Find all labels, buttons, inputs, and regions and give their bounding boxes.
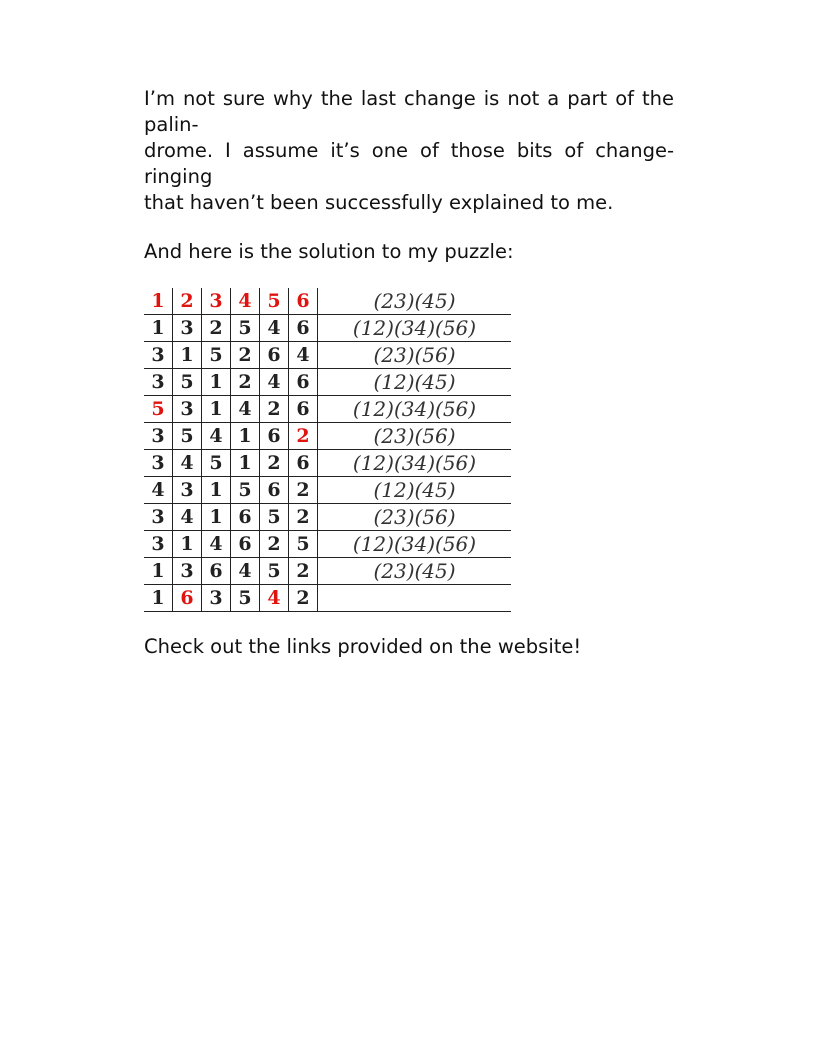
swap-notation: (12)(34)(56) <box>318 396 512 423</box>
bell-cell: 5 <box>231 585 260 612</box>
intro-line: I’m not sure why the last change is not a part of the palin- <box>144 87 674 136</box>
bell-cell: 3 <box>144 504 173 531</box>
bell-cell: 1 <box>202 369 231 396</box>
bell-cell: 2 <box>202 315 231 342</box>
bell-cell: 1 <box>173 531 202 558</box>
table-row <box>144 342 511 369</box>
table-row <box>144 423 511 450</box>
document-page <box>144 86 674 660</box>
bell-cell: 2 <box>289 477 318 504</box>
bell-cell: 4 <box>173 450 202 477</box>
bell-cell: 1 <box>144 288 173 315</box>
bell-cell: 3 <box>202 288 231 315</box>
swap-notation: (12)(45) <box>318 369 512 396</box>
bell-cell: 3 <box>173 558 202 585</box>
bell-cell: 6 <box>260 423 289 450</box>
bell-cell: 6 <box>260 477 289 504</box>
bell-cell: 3 <box>144 531 173 558</box>
bell-cell: 2 <box>289 504 318 531</box>
bell-cell: 4 <box>231 558 260 585</box>
swap-notation: (23)(45) <box>318 558 512 585</box>
bell-cell: 4 <box>260 585 289 612</box>
bell-cell: 4 <box>202 423 231 450</box>
bell-cell: 4 <box>260 369 289 396</box>
swap-notation: (23)(45) <box>318 288 512 315</box>
bell-cell: 1 <box>231 450 260 477</box>
bell-cell: 5 <box>144 396 173 423</box>
bell-cell: 5 <box>231 315 260 342</box>
bell-cell: 4 <box>289 342 318 369</box>
bell-cell: 1 <box>202 396 231 423</box>
bell-cell: 6 <box>289 288 318 315</box>
bell-cell: 3 <box>202 585 231 612</box>
bell-cell: 2 <box>260 450 289 477</box>
bell-cell: 3 <box>173 396 202 423</box>
swap-notation: (12)(34)(56) <box>318 450 512 477</box>
swap-notation: (12)(34)(56) <box>318 315 512 342</box>
bell-cell: 3 <box>144 423 173 450</box>
bell-cell: 1 <box>144 315 173 342</box>
bell-cell: 1 <box>202 504 231 531</box>
bell-cell: 5 <box>202 342 231 369</box>
swap-notation: (23)(56) <box>318 423 512 450</box>
bell-cell: 4 <box>202 531 231 558</box>
bell-cell: 5 <box>260 558 289 585</box>
bell-cell: 2 <box>289 585 318 612</box>
table-row <box>144 315 511 342</box>
swap-notation: (23)(56) <box>318 504 512 531</box>
bell-cell: 6 <box>173 585 202 612</box>
swap-notation <box>318 585 512 612</box>
intro-line: that haven’t been successfully explained to me. <box>144 191 614 214</box>
bell-cell: 2 <box>289 423 318 450</box>
bell-cell: 2 <box>231 369 260 396</box>
bell-cell: 6 <box>231 531 260 558</box>
bell-cell: 3 <box>144 369 173 396</box>
bell-cell: 3 <box>144 450 173 477</box>
table-row <box>144 558 511 585</box>
table-row <box>144 585 511 612</box>
bell-cell: 5 <box>260 504 289 531</box>
table-row <box>144 396 511 423</box>
closing-text: Check out the links provided on the website! <box>144 635 582 658</box>
bell-cell: 2 <box>231 342 260 369</box>
table-row <box>144 531 511 558</box>
bell-cell: 4 <box>231 396 260 423</box>
bell-cell: 6 <box>289 450 318 477</box>
bell-cell: 6 <box>289 369 318 396</box>
bell-cell: 3 <box>144 342 173 369</box>
bell-changes-table <box>144 288 511 612</box>
bell-cell: 3 <box>173 477 202 504</box>
bell-cell: 4 <box>144 477 173 504</box>
bell-cell: 6 <box>289 315 318 342</box>
bell-cell: 1 <box>231 423 260 450</box>
intro-line: drome. I assume it’s one of those bits of change-ringing <box>144 139 674 188</box>
bell-cell: 2 <box>173 288 202 315</box>
bell-cell: 6 <box>289 396 318 423</box>
bell-cell: 1 <box>202 477 231 504</box>
bell-cell: 5 <box>260 288 289 315</box>
table-row <box>144 288 511 315</box>
table-row <box>144 477 511 504</box>
bell-cell: 1 <box>144 585 173 612</box>
bell-cell: 4 <box>173 504 202 531</box>
swap-notation: (23)(56) <box>318 342 512 369</box>
bell-cell: 5 <box>173 423 202 450</box>
bell-cell: 4 <box>231 288 260 315</box>
bell-cell: 1 <box>144 558 173 585</box>
bell-cell: 1 <box>173 342 202 369</box>
table-row <box>144 504 511 531</box>
bell-cell: 6 <box>260 342 289 369</box>
bell-cell: 5 <box>231 477 260 504</box>
bell-cell: 2 <box>260 531 289 558</box>
swap-notation: (12)(45) <box>318 477 512 504</box>
table-row <box>144 450 511 477</box>
swap-notation: (12)(34)(56) <box>318 531 512 558</box>
bell-cell: 5 <box>173 369 202 396</box>
bell-cell: 4 <box>260 315 289 342</box>
bell-cell: 5 <box>289 531 318 558</box>
bell-cell: 3 <box>173 315 202 342</box>
solution-intro: And here is the solution to my puzzle: <box>144 240 514 263</box>
table-row <box>144 369 511 396</box>
bell-cell: 5 <box>202 450 231 477</box>
bell-cell: 6 <box>202 558 231 585</box>
intro-paragraph <box>144 86 674 216</box>
bell-cell: 6 <box>231 504 260 531</box>
bell-cell: 2 <box>289 558 318 585</box>
bell-cell: 2 <box>260 396 289 423</box>
